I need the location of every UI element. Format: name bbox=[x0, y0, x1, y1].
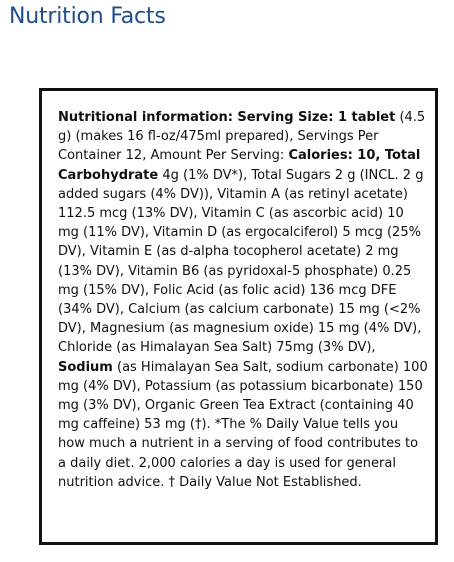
facts-text: (as Himalayan Sea Salt, sodium carbonate) 100 mg (4% DV), Potassium (as potassium bicarbonate) 150 mg (3% DV), Organic Green Tea Extract (containing 40 mg caffeine) 53 mg (†). *The % Daily Value tells you how much a nutrient in a serving of food contributes to a daily diet. 2,000 calories a day is used for general nutrition advice. † Daily Value Not Established. bbox=[58, 359, 428, 490]
facts-text: (4.5 g) (makes 16 fl-oz/475ml prepared), Servings Per Container 12, Amount Per Serving: bbox=[58, 110, 426, 164]
facts-text: 4g (1% DV*), Total Sugars 2 g (INCL. 2 g added sugars (4% DV)), Vitamin A (as retinyl acetate) 112.5 mcg (13% DV), Vitamin C (as ascorbic acid) 10 mg (11% DV), Vitamin D (as ergocalciferol) 5 mcg (25% DV), Vitamin E (as d-alpha tocopherol acetate) 2 mg (13% DV), Vitamin B6 (as pyridoxal-5 phosphate) 0.25 mg (15% DV), Folic Acid (as folic acid) 136 mcg DFE (34% DV), Calcium (as calcium carbonate) 15 mg (<2% DV), Magnesium (as magnesium oxide) 15 mg (4% DV), Chloride (as Himalayan Sea Salt) 75mg (3% DV), bbox=[58, 167, 424, 356]
nutrition-facts-box bbox=[39, 88, 438, 545]
nutrition-facts-text bbox=[58, 108, 428, 492]
facts-bold-text: Sodium bbox=[58, 359, 113, 375]
facts-bold-text: Nutritional information: Serving Size: 1 tablet bbox=[58, 110, 396, 125]
page-title: Nutrition Facts bbox=[9, 4, 166, 29]
facts-bold-text: Calories: 10, Total Carbohydrate bbox=[58, 148, 421, 183]
